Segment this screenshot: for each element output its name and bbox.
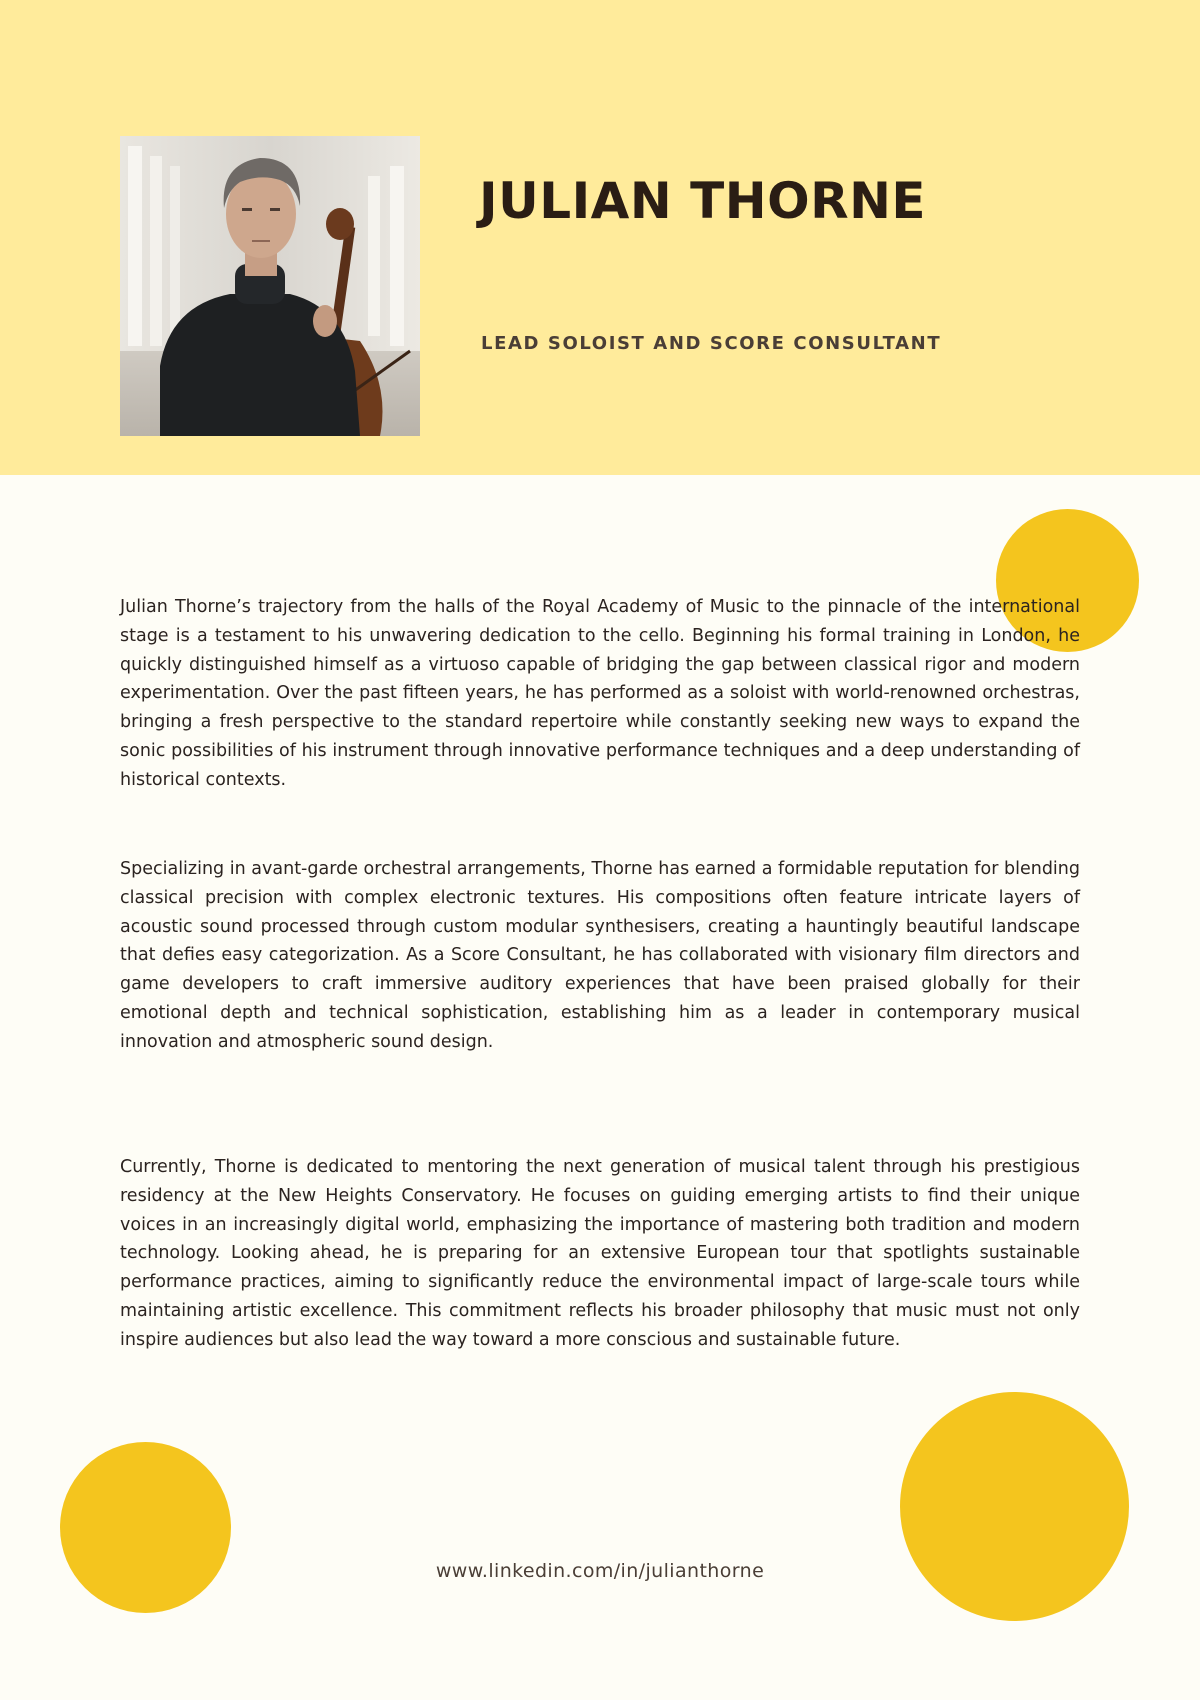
profile-photo xyxy=(120,136,420,436)
decorative-circle-bottom-right xyxy=(900,1392,1129,1621)
bio-paragraph: Currently, Thorne is dedicated to mentoring the next generation of musical talent through his prestigious residency at the New Heights Conservatory. He focuses on guiding emerging artists to find their unique voices in an increasingly digital world, emphasizing the importance of mastering both tradition and modern technology. Looking ahead, he is preparing for an extensive European tour that spotlights sustainable performance practices, aiming to significantly reduce the environmental impact of large-scale tours while maintaining artistic excellence. This commitment reflects his broader philosophy that music must not only inspire audiences but also lead the way toward a more conscious and sustainable future. xyxy=(120,1157,1080,1350)
profile-name: JULIAN THORNE xyxy=(479,172,927,230)
linkedin-link[interactable]: www.linkedin.com/in/julianthorne xyxy=(435,1560,765,1582)
decorative-circle-bottom-left xyxy=(60,1442,231,1613)
bio-paragraph: Julian Thorne’s trajectory from the halls of the Royal Academy of Music to the pinnacle of the international stage is a testament to his unwavering dedication to the cello. Beginning his formal training in London, he quickly distinguished himself as a virtuoso capable of bridging the gap between classical rigor and modern experimentation. Over the past fifteen years, he has performed as a soloist with world-renowned orchestras, bringing a fresh perspective to the standard repertoire while constantly seeking new ways to expand the sonic possibilities of his instrument through innovative performance techniques and a deep understanding of historical contexts. xyxy=(120,597,1080,790)
profile-role: LEAD SOLOIST AND SCORE CONSULTANT xyxy=(481,333,942,354)
bio-paragraph: Specializing in avant-garde orchestral arrangements, Thorne has earned a formidable reputation for blending classical precision with complex electronic textures. His compositions often feature intricate layers of acoustic sound processed through custom modular synthesisers, creating a hauntingly beautiful landscape that defies easy categorization. As a Score Consultant, he has collaborated with visionary film directors and game developers to craft immersive auditory experiences that have been praised globally for their emotional depth and technical sophistication, establishing him as a leader in contemporary musical innovation and atmospheric sound design. xyxy=(120,859,1080,1052)
